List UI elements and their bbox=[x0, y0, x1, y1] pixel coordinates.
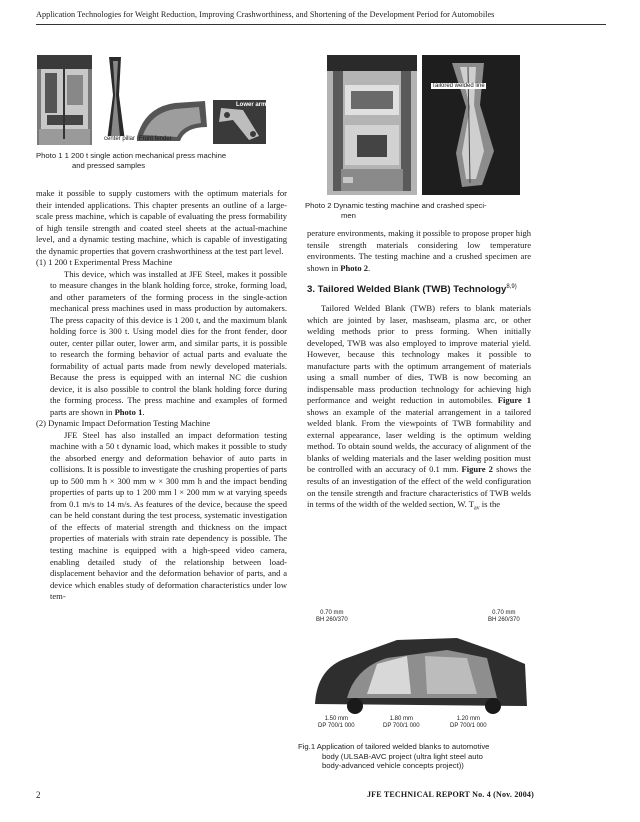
header-rule bbox=[36, 24, 606, 25]
section3-text-d: is the bbox=[479, 499, 501, 510]
fig1-label-b2-grade: DP 700/1 000 bbox=[383, 723, 420, 729]
tav-subscript: av bbox=[473, 505, 480, 512]
section3-refs: 8,9) bbox=[506, 284, 517, 291]
photo2-testing-machine bbox=[327, 55, 417, 195]
figure1-caption-line1: Fig.1 Application of tailored welded blanks to automotive bbox=[298, 742, 490, 751]
fig1-label-top-right bbox=[488, 610, 520, 624]
page-number: 2 bbox=[36, 790, 41, 800]
photo1-caption-line2: and pressed samples bbox=[72, 160, 146, 170]
item1-text: This device, which was installed at JFE Steel, makes it possible to measure changes in the blank holding force, stroke, forming load, and other parameters of the forming process in the single-action mechanical press machines used in mass production by automakers. The press capacity of this device is 1 200 t, and the maximum blank holding force is 300 t. Using model dies for the front fender, door outer, center pillar outer, lower arm, and similar parts, it is possible to research the forming behavior of actual parts and evaluate the formability of actual parts made from newly developed materials. Because the press is equipped with an internal NC die cushion device, it is also possible to control the blank holding force during the forming process. The press machine and examples of formed parts are shown in bbox=[50, 268, 287, 417]
fig1-label-tr-grade: BH 260/370 bbox=[488, 617, 520, 623]
item1-paragraph bbox=[36, 269, 287, 419]
photo2-caption bbox=[305, 201, 535, 220]
fig1-label-bottom-3 bbox=[450, 716, 487, 730]
item1-ref-photo1: Photo 1 bbox=[114, 406, 143, 417]
intro-paragraph: make it possible to supply customers with the optimum materials for their intended applications. This chapter presents an outline of a large-scale press machine, which is capable of evaluating the press formability of high tensile strength and coated steel sheets at the actual-machine level, and a dynamic testing machine, which is capable of investigating the dynamic properties that govern crashworthiness at the test part level. bbox=[36, 188, 287, 256]
ref-figure1: Figure 1 bbox=[497, 395, 531, 406]
photo1-center-pillar bbox=[99, 55, 133, 145]
photo2-caption-line1: Photo 2 Dynamic testing machine and crashed speci- bbox=[305, 201, 487, 210]
fig1-label-b3-thickness: 1.20 mm bbox=[456, 716, 480, 722]
photo1-caption bbox=[36, 151, 286, 170]
label-lower-arm: Lower arm bbox=[236, 102, 267, 108]
label-center-pillar: center pillar bbox=[104, 136, 136, 142]
fig1-label-tl-grade: BH 260/370 bbox=[316, 617, 348, 623]
label-front-fender: Front fender bbox=[139, 136, 172, 142]
photo1-press-machine bbox=[37, 55, 92, 145]
label-tailored-welded-line: Tailored welded line bbox=[432, 83, 485, 89]
fig1-label-bottom-2 bbox=[383, 716, 420, 730]
section3-text-a: Tailored Welded Blank (TWB) refers to blank materials which are jointed by laser, mashseam, plasma arc, or other welding methods prior to press forming. When initially developed, TWB was also employed to improve material yield. However, because this technology makes it possible to manufacture parts with the optimum arrangement of materials using a small number of dies, TWB is now becoming an indispensable mass production technology for achieving high performance and weight reduction in automobiles. bbox=[307, 303, 531, 406]
figure1-caption-line3: body-advanced vehicle concepts project)) bbox=[322, 761, 464, 771]
fig1-label-top-left bbox=[316, 610, 348, 624]
fig1-label-b3-grade: DP 700/1 000 bbox=[450, 723, 487, 729]
continued-text: perature environments, making it possible to propose proper high tensile strength materials considering low temperature environments. The testing machine and a crushed specimen are shown in bbox=[307, 228, 531, 273]
item1-heading: (1) 1 200 t Experimental Press Machine bbox=[36, 257, 173, 268]
fig1-label-bottom-1 bbox=[318, 716, 355, 730]
item2-heading: (2) Dynamic Impact Deformation Testing Machine bbox=[36, 418, 211, 429]
fig1-label-tr-thickness: 0.70 mm bbox=[492, 610, 516, 616]
photo1-caption-line1: Photo 1 1 200 t single action mechanical press machine bbox=[36, 151, 227, 160]
continued-end: . bbox=[368, 262, 371, 273]
item1-end: . bbox=[142, 406, 145, 417]
figure1-caption-line2: body (ULSAB-AVC project (ultra light steel auto bbox=[322, 751, 483, 761]
item2-paragraph: JFE Steel has also installed an impact deformation testing machine with a 50 t dynamic load, which makes it possible to study the absorbed energy and deformation behavior of auto parts in collisions. It is possible to investigate the crushing properties of parts up to 500 mm h × 300 mm w × 300 mm h and the impact bending properties of parts up to 1 200 mm l × 200 mm w at varying speeds from 0.1 m/s to 14 m/s. As features of the device, because the speed can be held constant during the test process, systematic investigation of the effects of material strength and thickness on the impact properties of materials with strain rate dependency is possible. The testing machine is equipped with a high-speed video camera, enabling detailed study of the relationship between load-displacement behavior and the deformation behavior of parts, and a device which enables study of deformation characteristics under low tem- bbox=[50, 429, 287, 602]
ref-photo2: Photo 2 bbox=[340, 262, 369, 273]
figure1-caption bbox=[298, 742, 536, 771]
photo2-caption-line2: men bbox=[341, 210, 356, 220]
photo2-crashed-specimen bbox=[422, 55, 520, 195]
figure1-body-image bbox=[307, 628, 532, 716]
running-head: Application Technologies for Weight Reduction, Improving Crashworthiness, and Shortening of the Development Period for Automobiles bbox=[36, 10, 495, 19]
section3-title: 3. Tailored Welded Blank (TWB) Technology bbox=[307, 284, 507, 296]
fig1-label-tl-thickness: 0.70 mm bbox=[320, 610, 344, 616]
section3-text-c: shows the results of an investigation of the effect of the weld configuration on the tensile strength and fracture characteristics of TWB welds in terms of the width of the welded section, W. T bbox=[307, 464, 531, 510]
right-column bbox=[307, 228, 531, 515]
section3-heading bbox=[307, 284, 531, 295]
left-column bbox=[36, 188, 287, 603]
continued-paragraph bbox=[307, 228, 531, 274]
section3-paragraph bbox=[307, 303, 531, 515]
fig1-label-b1-thickness: 1.50 mm bbox=[324, 716, 348, 722]
fig1-label-b2-thickness: 1.80 mm bbox=[389, 716, 413, 722]
fig1-label-b1-grade: DP 700/1 000 bbox=[318, 723, 355, 729]
journal-footer: JFE TECHNICAL REPORT No. 4 (Nov. 2004) bbox=[366, 790, 534, 799]
section3-text-b: shows an example of the material arrangement in a tailored welded blank. From the viewpoints of TWB formability and external appearance, laser welding is the optimum welding method. To obtain sound welds, the accuracy of alignment of the blanks of welding materials and the laser welding position must be controlled with an accuracy of 0.1 mm. bbox=[307, 406, 531, 475]
ref-figure2: Figure 2 bbox=[461, 464, 493, 475]
